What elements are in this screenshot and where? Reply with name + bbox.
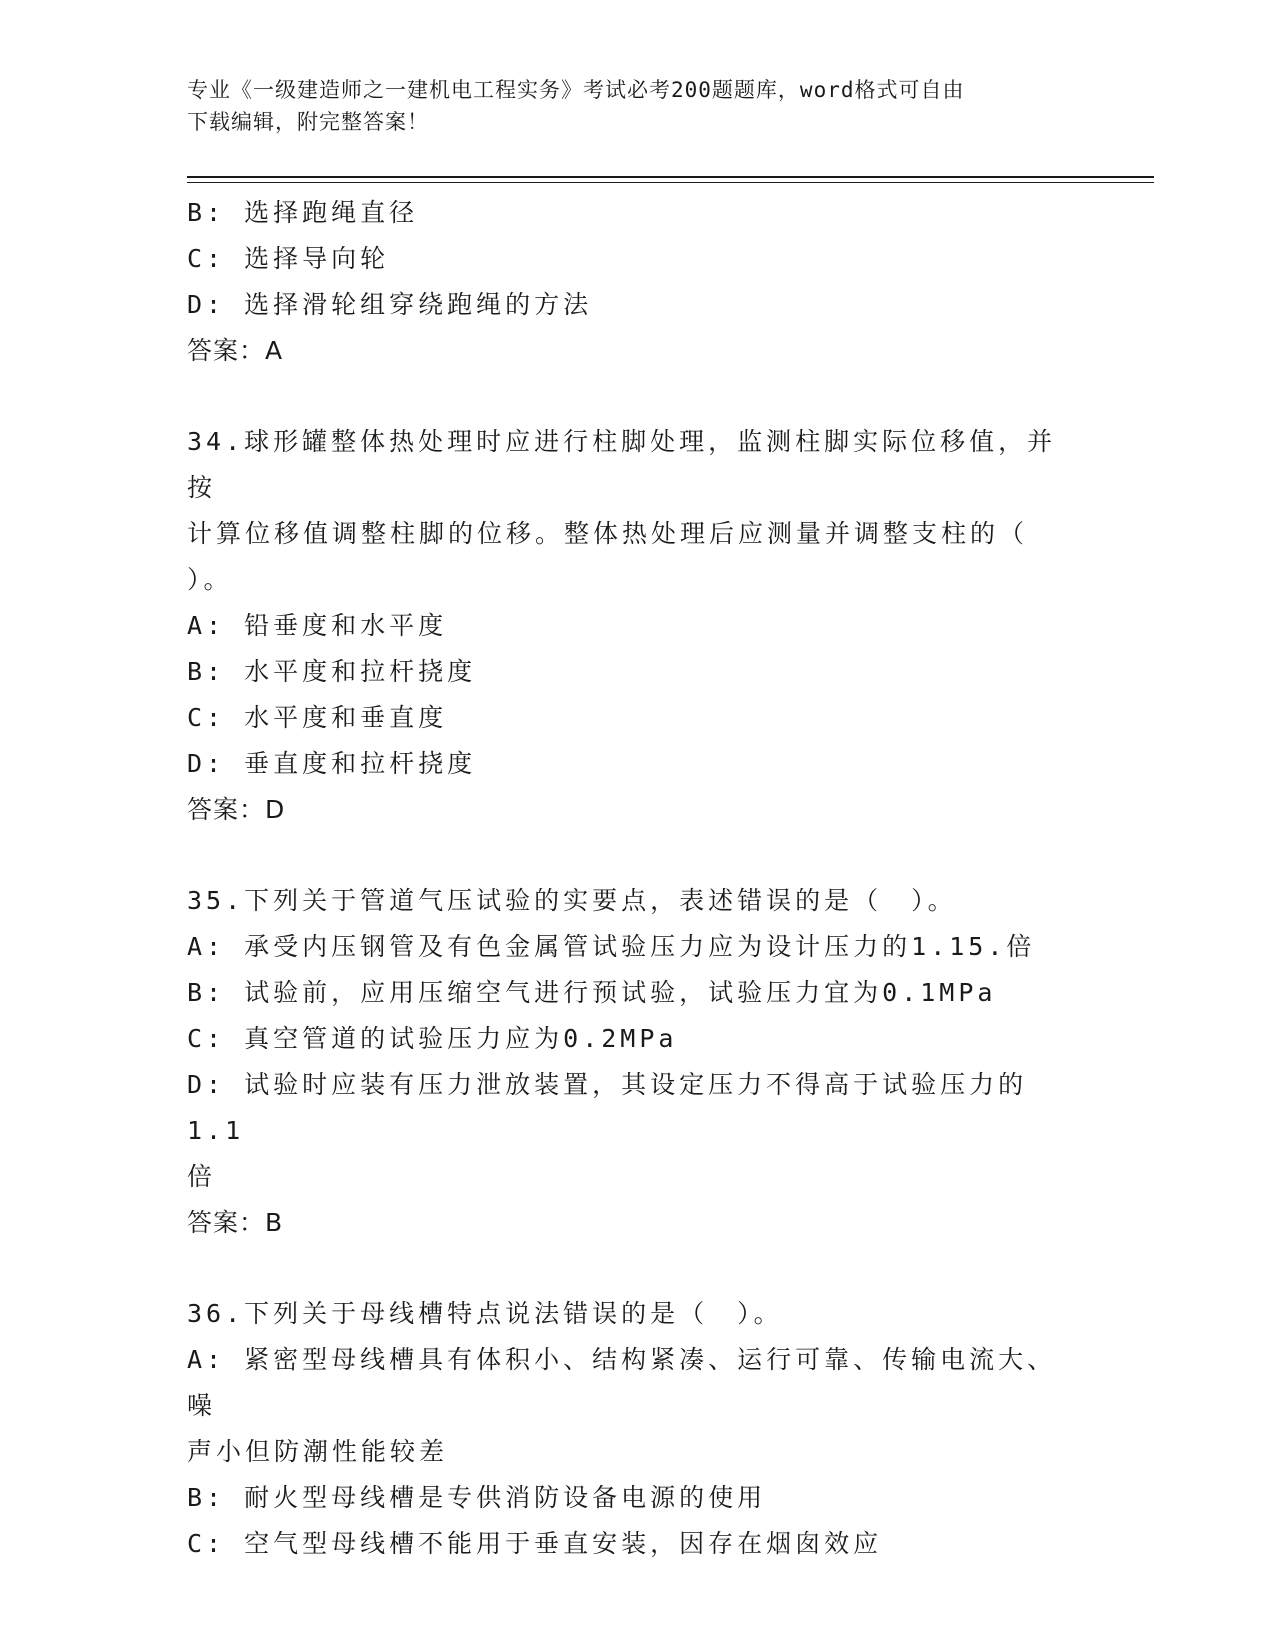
question-stem-line: 计算位移值调整柱脚的位移。整体热处理后应测量并调整支柱的（ [187,519,1029,548]
question-stem-line: 36.下列关于母线槽特点说法错误的是（ ）。 [187,1299,783,1328]
question-stem-line: 35.下列关于管道气压试验的实要点，表述错误的是（ ）。 [187,886,957,915]
option-a-continued: 声小但防潮性能较差 [187,1437,449,1466]
answer-label: 答案：A [187,336,284,365]
option-c: C: 真空管道的试验压力应为0.2MPa [187,1024,678,1053]
spacer [187,1246,1077,1291]
option-b: B: 水平度和拉杆挠度 [187,657,477,686]
document-header [187,74,1067,138]
option-c: C: 空气型母线槽不能用于垂直安装，因存在烟囱效应 [187,1529,883,1558]
question-36 [187,1291,1077,1567]
question-content [187,190,1077,1567]
option-d: D: 垂直度和拉杆挠度 [187,749,477,778]
option-c: C: 水平度和垂直度 [187,703,448,732]
question-34 [187,419,1077,833]
answer-label: 答案：D [187,795,286,824]
option-a: A: 紧密型母线槽具有体积小、结构紧凑、运行可靠、传输电流大、噪 [187,1345,1057,1420]
option-b: B: 耐火型母线槽是专供消防设备电源的使用 [187,1483,767,1512]
option-d-continued: 倍 [187,1162,217,1191]
option-b: B: 选择跑绳直径 [187,198,419,227]
header-line-1: 专业《一级建造师之一建机电工程实务》考试必考200题题库，word格式可自由 [187,78,965,102]
option-a: A: 铅垂度和水平度 [187,611,448,640]
question-stem-line: ）。 [187,565,233,594]
option-d: D: 选择滑轮组穿绕跑绳的方法 [187,290,593,319]
question-33-continued [187,190,1077,374]
spacer [187,833,1077,878]
question-35 [187,878,1077,1246]
header-divider-thin [187,182,1154,183]
option-b: B: 试验前，应用压缩空气进行预试验，试验压力宜为0.1MPa [187,978,997,1007]
option-a: A: 承受内压钢管及有色金属管试验压力应为设计压力的1.15.倍 [187,932,1036,961]
spacer [187,374,1077,419]
answer-label: 答案：B [187,1208,284,1237]
header-line-2: 下载编辑，附完整答案！ [187,110,429,134]
question-stem-line: 34.球形罐整体热处理时应进行柱脚处理，监测柱脚实际位移值，并按 [187,427,1057,502]
option-d: D: 试验时应装有压力泄放装置，其设定压力不得高于试验压力的1.1 [187,1070,1028,1145]
option-c: C: 选择导向轮 [187,244,390,273]
header-divider-thick [187,176,1154,178]
